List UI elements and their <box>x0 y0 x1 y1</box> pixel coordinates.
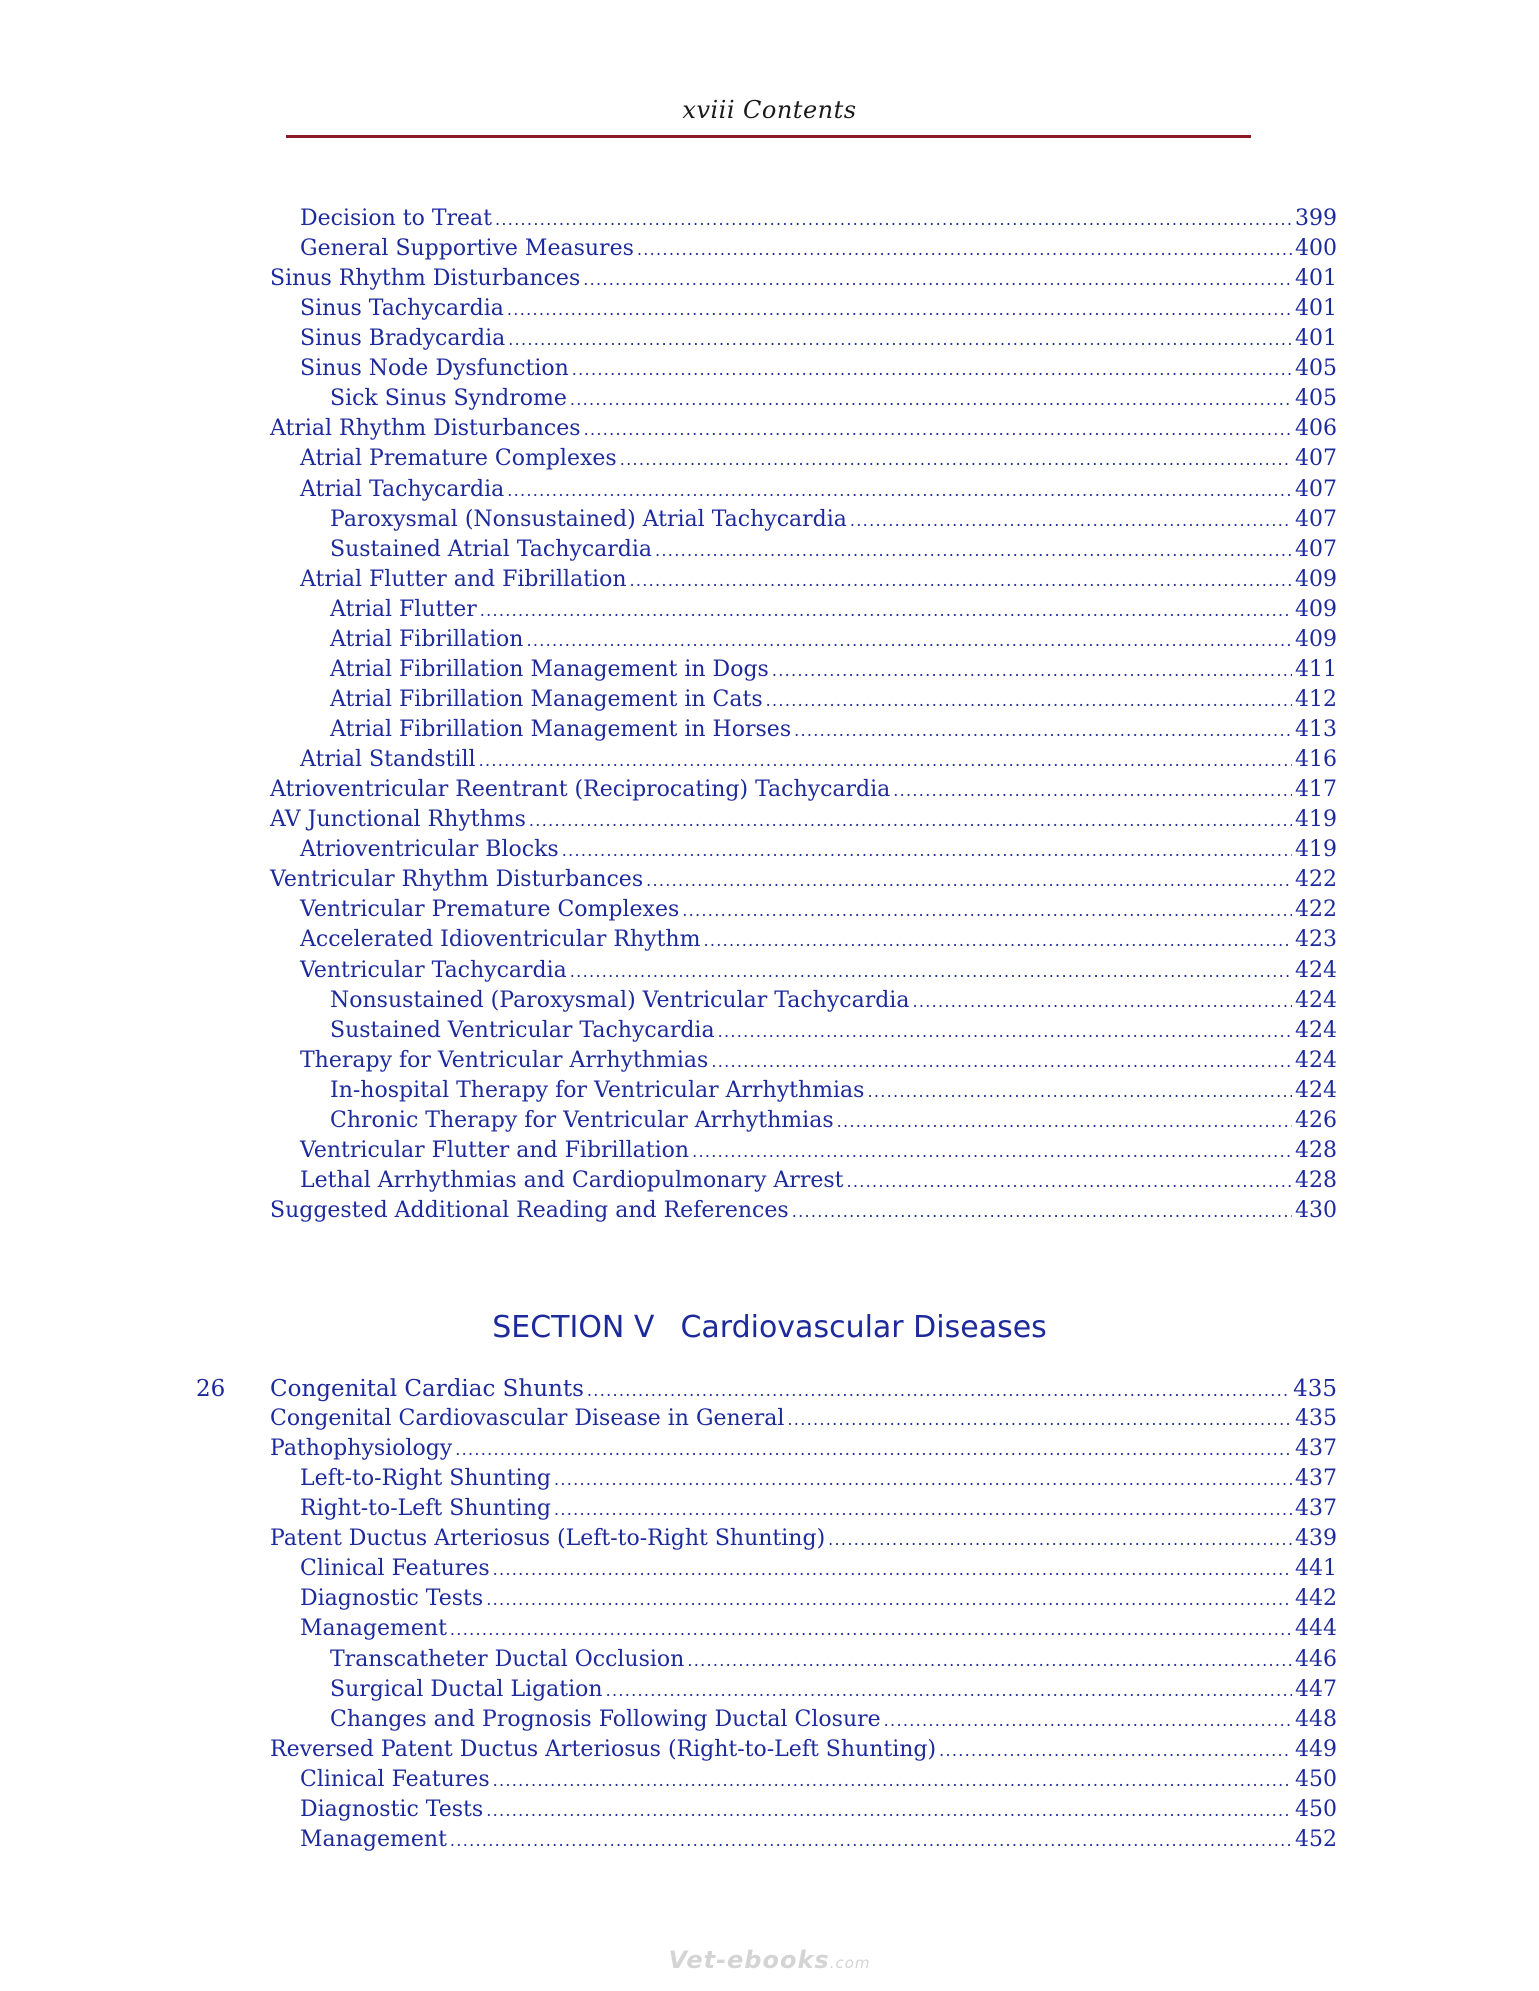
toc-entry-page: 435 <box>1295 1406 1337 1432</box>
chapter-number: 26 <box>196 1376 226 1402</box>
dot-leader <box>554 1464 1292 1494</box>
toc-entry-title: Atrial Rhythm Disturbances <box>270 416 581 442</box>
toc-entry-page: 439 <box>1295 1526 1337 1552</box>
toc-entry-page: 409 <box>1295 596 1337 622</box>
toc-entry-page: 447 <box>1295 1676 1337 1702</box>
dot-leader <box>479 745 1292 775</box>
toc-entry[interactable] <box>300 1136 1337 1166</box>
dot-leader <box>630 565 1293 595</box>
running-title: Contents <box>743 96 857 124</box>
toc-entry-page: 416 <box>1295 747 1337 773</box>
watermark-name: Vet-ebooks <box>668 1946 830 1974</box>
toc-entry[interactable] <box>330 685 1337 715</box>
toc-entry-title: Therapy for Ventricular Arrhythmias <box>300 1047 709 1073</box>
dot-leader <box>794 715 1292 745</box>
toc-entry[interactable] <box>300 1795 1337 1825</box>
dot-leader <box>766 685 1292 715</box>
dot-leader <box>637 234 1292 264</box>
toc-entry-title: Accelerated Idioventricular Rhythm <box>300 927 701 953</box>
toc-entry[interactable] <box>330 1645 1337 1675</box>
toc-entry-title: Reversed Patent Ductus Arteriosus (Right-to-Left Shunting) <box>270 1736 937 1762</box>
toc-entry-page: 409 <box>1295 566 1337 592</box>
dot-leader <box>486 1795 1292 1825</box>
toc-entry[interactable] <box>300 925 1337 955</box>
header-rule <box>286 135 1251 138</box>
toc-entry-page: 401 <box>1295 266 1337 292</box>
toc-entry-title: Sinus Node Dysfunction <box>300 356 569 382</box>
toc-entry-page: 401 <box>1295 296 1337 322</box>
toc-entry-title: Sinus Rhythm Disturbances <box>270 266 581 292</box>
toc-entry-title: Atrioventricular Reentrant (Reciprocating) Tachycardia <box>270 777 891 803</box>
dot-leader <box>718 1016 1292 1046</box>
dot-leader <box>655 535 1292 565</box>
toc-entry-title: Atrial Fibrillation Management in Dogs <box>330 656 769 682</box>
toc-entry[interactable] <box>300 565 1337 595</box>
toc-entry-page: 405 <box>1295 356 1337 382</box>
toc-entry-page: 411 <box>1295 656 1337 682</box>
toc-entry-title: Diagnostic Tests <box>300 1796 484 1822</box>
toc-entry-title: Surgical Ductal Ligation <box>330 1676 603 1702</box>
toc-entry[interactable] <box>300 1554 1337 1584</box>
dot-leader <box>620 444 1292 474</box>
toc-entry-page: 406 <box>1295 416 1337 442</box>
toc-entry[interactable] <box>330 1076 1337 1106</box>
dot-leader <box>562 835 1292 865</box>
toc-entry[interactable] <box>330 1016 1337 1046</box>
toc-entry-page: 422 <box>1295 867 1337 893</box>
toc-entry-page: 428 <box>1295 1137 1337 1163</box>
toc-entry-title: Congenital Cardiovascular Disease in General <box>270 1406 785 1432</box>
toc-entry[interactable] <box>330 625 1337 655</box>
toc-entry[interactable] <box>330 1106 1337 1136</box>
toc-entry-page: 450 <box>1295 1796 1337 1822</box>
dot-leader <box>584 414 1292 444</box>
dot-leader <box>450 1614 1292 1644</box>
toc-entry-title: Ventricular Tachycardia <box>300 957 567 983</box>
toc-entry-title: Ventricular Rhythm Disturbances <box>270 867 644 893</box>
toc-entry-page: 423 <box>1295 927 1337 953</box>
dot-leader <box>570 956 1292 986</box>
toc-entry-title: Atrial Fibrillation Management in Cats <box>330 686 763 712</box>
toc-entry[interactable] <box>300 234 1337 264</box>
toc-entry-title: Changes and Prognosis Following Ductal Closure <box>330 1706 881 1732</box>
toc-entry[interactable] <box>300 1494 1337 1524</box>
toc-entry-title: Decision to Treat <box>300 206 492 231</box>
toc-entry[interactable] <box>300 1464 1337 1494</box>
dot-leader <box>912 986 1292 1016</box>
toc-entry-page: 401 <box>1295 326 1337 352</box>
toc-entry[interactable] <box>300 745 1337 775</box>
toc-entry[interactable] <box>300 895 1337 925</box>
dot-leader <box>646 865 1292 895</box>
toc-entry-page: 400 <box>1295 236 1337 262</box>
toc-entry-page: 419 <box>1295 807 1337 833</box>
toc-entry[interactable] <box>300 956 1337 986</box>
toc-entry[interactable] <box>330 595 1337 625</box>
toc-entry-title: Atrioventricular Blocks <box>300 837 559 863</box>
dot-leader <box>893 775 1292 805</box>
toc-entry-title: Management <box>300 1616 447 1642</box>
toc-entry-page: 437 <box>1295 1496 1337 1522</box>
toc-entry[interactable] <box>330 384 1337 414</box>
toc-entry-page: 430 <box>1295 1197 1337 1223</box>
toc-entry[interactable] <box>300 1166 1337 1196</box>
section-heading <box>0 1308 1539 1348</box>
toc-entry[interactable] <box>300 294 1337 324</box>
toc-entry-page: 426 <box>1295 1107 1337 1133</box>
toc-entry-title: Management <box>300 1826 447 1852</box>
toc-entry[interactable] <box>330 986 1337 1016</box>
toc-entry-title: Atrial Flutter and Fibrillation <box>300 566 627 592</box>
toc-entry[interactable] <box>300 1584 1337 1614</box>
section-name: Cardiovascular Diseases <box>680 1310 1047 1345</box>
dot-leader <box>583 264 1292 294</box>
toc-entry-title: Transcatheter Ductal Occlusion <box>330 1646 685 1672</box>
toc-entry[interactable] <box>270 1524 1337 1554</box>
dot-leader <box>837 1106 1292 1136</box>
dot-leader <box>529 805 1292 835</box>
toc-entry[interactable] <box>270 805 1337 835</box>
toc-entry-title: Pathophysiology <box>270 1436 453 1462</box>
toc-entry-title: AV Junctional Rhythms <box>270 807 526 833</box>
toc-entry[interactable] <box>330 505 1337 535</box>
toc-entry-page: 424 <box>1295 1017 1337 1043</box>
toc-entry-page: 424 <box>1295 957 1337 983</box>
toc-entry-title: Atrial Fibrillation <box>330 626 524 652</box>
toc-entry-title: Clinical Features <box>300 1556 490 1582</box>
toc-entry-title: Sinus Bradycardia <box>300 326 506 352</box>
dot-leader <box>939 1735 1292 1765</box>
toc-entry-title: Atrial Premature Complexes <box>300 446 617 472</box>
toc-entry-page: 424 <box>1295 1047 1337 1073</box>
toc-entry-title: Left-to-Right Shunting <box>300 1466 551 1492</box>
toc-entry-title: Patent Ductus Arteriosus (Left-to-Right Shunting) <box>270 1526 826 1552</box>
toc-entry-page: 407 <box>1295 476 1337 502</box>
toc-entry-page: 405 <box>1295 386 1337 412</box>
dot-leader <box>828 1524 1292 1554</box>
dot-leader <box>772 655 1292 685</box>
toc-entry-title: Chronic Therapy for Ventricular Arrhythmias <box>330 1107 834 1133</box>
toc-entry[interactable] <box>270 1404 1337 1434</box>
toc-entry-page: 437 <box>1295 1466 1337 1492</box>
toc-entry-title: Paroxysmal (Nonsustained) Atrial Tachycardia <box>330 506 847 532</box>
toc-entry[interactable] <box>270 1196 1337 1226</box>
dot-leader <box>493 1765 1292 1795</box>
dot-leader <box>572 354 1292 384</box>
toc-entry-title: Sick Sinus Syndrome <box>330 386 567 412</box>
toc-entry-title: Suggested Additional Reading and References <box>270 1197 789 1223</box>
toc-entry-title: In-hospital Therapy for Ventricular Arrhythmias <box>330 1077 865 1103</box>
dot-leader <box>847 1166 1293 1196</box>
toc-entry-page: 446 <box>1295 1646 1337 1672</box>
watermark-logo <box>0 1946 1539 1974</box>
toc-entry[interactable] <box>270 775 1337 805</box>
toc-entry[interactable] <box>300 475 1337 505</box>
toc-entry-page: 444 <box>1295 1616 1337 1642</box>
toc-entry-page: 409 <box>1295 626 1337 652</box>
dot-leader <box>526 625 1292 655</box>
toc-entry-page: 448 <box>1295 1706 1337 1732</box>
toc-entry-page: 435 <box>1293 1376 1337 1402</box>
toc-entry-title: Clinical Features <box>300 1766 490 1792</box>
toc-entry-page: 417 <box>1295 777 1337 803</box>
toc-entry-page: 419 <box>1295 837 1337 863</box>
toc-entry[interactable] <box>300 1765 1337 1795</box>
toc-entry-title: Atrial Flutter <box>330 596 477 622</box>
toc-entry-title: Nonsustained (Paroxysmal) Ventricular Tachycardia <box>330 987 910 1013</box>
toc-entry[interactable] <box>330 535 1337 565</box>
toc-entry[interactable] <box>270 1374 1337 1404</box>
dot-leader <box>787 1404 1292 1434</box>
dot-leader <box>867 1076 1292 1106</box>
dot-leader <box>884 1705 1292 1735</box>
toc-entry[interactable] <box>330 715 1337 745</box>
toc-entry[interactable] <box>300 204 1337 234</box>
toc-entry-page: 428 <box>1295 1167 1337 1193</box>
toc-entry-title: Right-to-Left Shunting <box>300 1496 551 1522</box>
dot-leader <box>554 1494 1292 1524</box>
toc-entry-page: 413 <box>1295 717 1337 743</box>
toc-entry[interactable] <box>270 264 1337 294</box>
toc-entry-page: 412 <box>1295 686 1337 712</box>
toc-entry[interactable] <box>300 324 1337 354</box>
dot-leader <box>687 1645 1292 1675</box>
toc-entry[interactable] <box>270 1735 1337 1765</box>
dot-leader <box>682 895 1292 925</box>
toc-entry[interactable] <box>300 354 1337 384</box>
toc-entry[interactable] <box>330 1705 1337 1735</box>
toc-entry[interactable] <box>270 1434 1337 1464</box>
dot-leader <box>480 595 1292 625</box>
dot-leader <box>850 505 1292 535</box>
toc-entry-title: Atrial Tachycardia <box>300 476 505 502</box>
toc-entry-page: 422 <box>1295 897 1337 923</box>
toc-entry-title: Ventricular Flutter and Fibrillation <box>300 1137 690 1163</box>
toc-entry-title: Sustained Atrial Tachycardia <box>330 536 653 562</box>
toc-entry[interactable] <box>300 1825 1337 1855</box>
toc-entry-page: 407 <box>1295 446 1337 472</box>
toc-entry[interactable] <box>270 414 1337 444</box>
dot-leader <box>493 1554 1292 1584</box>
toc-entry[interactable] <box>330 655 1337 685</box>
toc-entry-title: Diagnostic Tests <box>300 1586 484 1612</box>
running-head <box>0 96 1539 124</box>
toc-entry-title: Lethal Arrhythmias and Cardiopulmonary Arrest <box>300 1167 844 1193</box>
toc-entry[interactable] <box>300 1046 1337 1076</box>
toc-entry-page: 442 <box>1295 1586 1337 1612</box>
toc-entry[interactable] <box>300 1614 1337 1644</box>
dot-leader <box>587 1374 1290 1404</box>
toc-entry[interactable] <box>300 444 1337 474</box>
toc-entry-page: 407 <box>1295 506 1337 532</box>
dot-leader <box>606 1675 1292 1705</box>
dot-leader <box>455 1434 1292 1464</box>
dot-leader <box>692 1136 1292 1166</box>
toc-entry-page: 424 <box>1295 1077 1337 1103</box>
toc-entry-page: 450 <box>1295 1766 1337 1792</box>
page-numeral: xviii <box>682 96 736 124</box>
toc-entry-title: Congenital Cardiac Shunts <box>270 1376 584 1402</box>
toc-entry-title: Atrial Standstill <box>300 747 476 773</box>
toc-entry[interactable] <box>270 865 1337 895</box>
dot-leader <box>570 384 1292 414</box>
dot-leader <box>711 1046 1292 1076</box>
toc-entry-page: 449 <box>1295 1736 1337 1762</box>
toc-entry-page: 399 <box>1295 206 1337 231</box>
toc-entry-title: General Supportive Measures <box>300 236 634 262</box>
watermark-suffix: .com <box>829 1954 871 1972</box>
toc-entry-title: Sustained Ventricular Tachycardia <box>330 1017 715 1043</box>
dot-leader <box>486 1584 1292 1614</box>
dot-leader <box>792 1196 1292 1226</box>
toc-entry-title: Ventricular Premature Complexes <box>300 897 680 923</box>
toc-entry[interactable] <box>330 1675 1337 1705</box>
toc-entry-page: 437 <box>1295 1436 1337 1462</box>
dot-leader <box>507 294 1292 324</box>
dot-leader <box>450 1825 1292 1855</box>
toc-entry-page: 424 <box>1295 987 1337 1013</box>
section-label: SECTION V <box>492 1310 655 1345</box>
toc-entry[interactable] <box>300 835 1337 865</box>
toc-entry-page: 452 <box>1295 1826 1337 1852</box>
dot-leader <box>495 204 1292 234</box>
toc-entry-title: Atrial Fibrillation Management in Horses <box>330 717 792 743</box>
toc-entry-page: 407 <box>1295 536 1337 562</box>
dot-leader <box>508 324 1292 354</box>
toc-entry-title: Sinus Tachycardia <box>300 296 504 322</box>
toc-entry-page: 441 <box>1295 1556 1337 1582</box>
dot-leader <box>703 925 1292 955</box>
dot-leader <box>507 475 1292 505</box>
